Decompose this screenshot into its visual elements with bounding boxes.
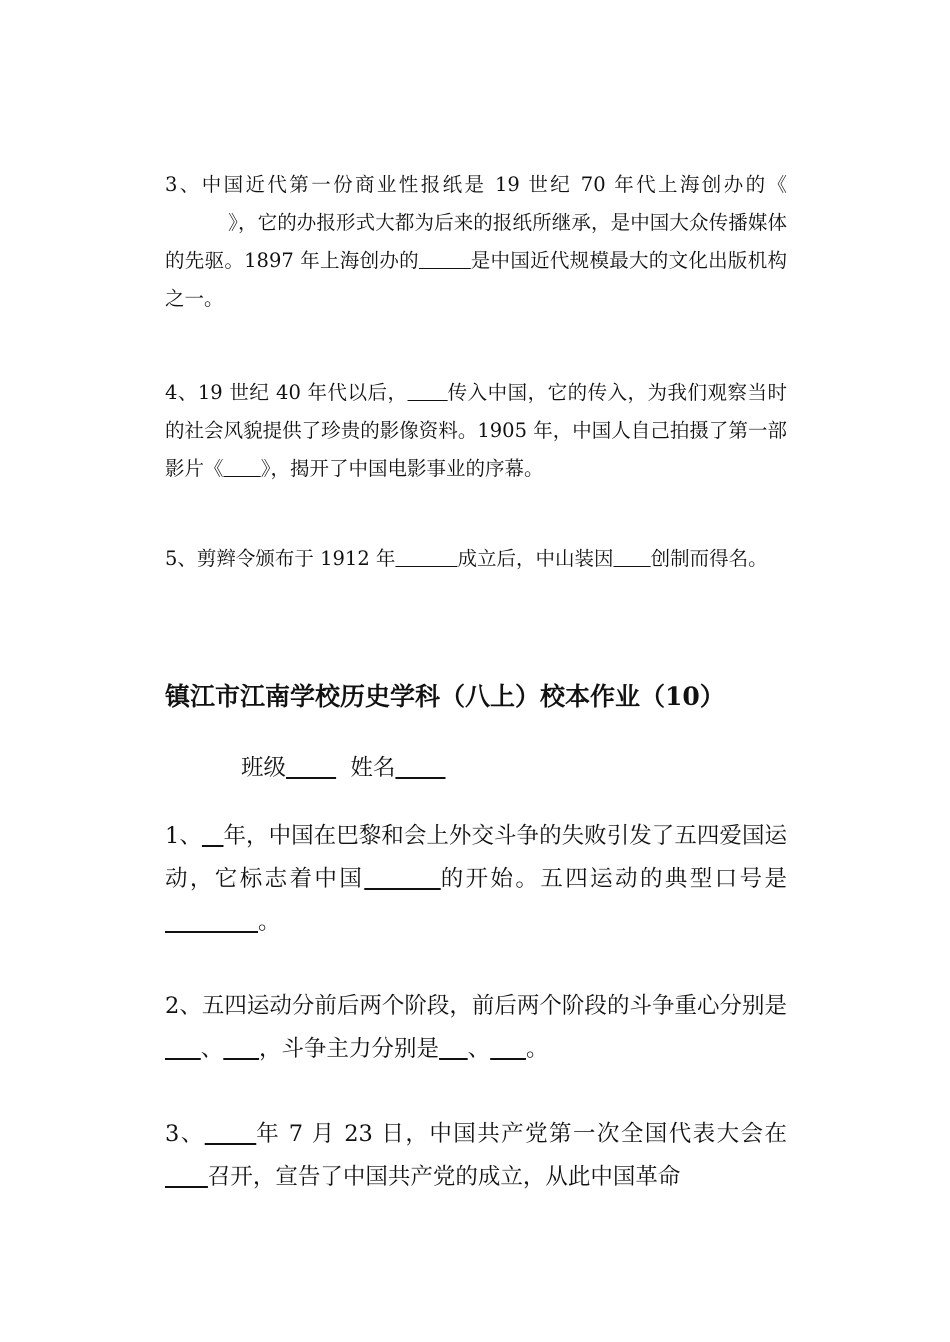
q3-text-3: 是中国近代规模最大的文化出版机构之一。 (165, 249, 787, 310)
s2q1-text-3: 的开始。五四运动的典型口号是 (440, 866, 787, 892)
q3-blank-1 (165, 211, 228, 234)
s2q2-blank-1 (165, 1036, 201, 1062)
question-4-prior (165, 374, 787, 488)
s2q1-text-4: 。 (257, 909, 281, 935)
s2q3-text-1: 3、 (165, 1121, 205, 1147)
q4-blank-1 (408, 381, 448, 404)
q3-blank-2 (419, 249, 471, 272)
s2q2-text-4: 、 (467, 1036, 491, 1062)
class-label: 班级 (241, 755, 287, 781)
class-blank (286, 755, 336, 781)
q4-text-3: 》，揭开了中国电影事业的序幕。 (260, 457, 544, 480)
q5-text-1: 5、剪辫令颁布于 1912 年 (165, 547, 396, 570)
q4-blank-2 (224, 457, 261, 480)
s2q1-blank-1 (202, 823, 224, 849)
s2q3-blank-1 (205, 1121, 257, 1147)
s2q1-blank-3 (165, 909, 258, 935)
s2q2-blank-2 (223, 1036, 259, 1062)
q5-blank-2 (613, 547, 650, 570)
s2q2-text-3: ，斗争主力分别是 (259, 1036, 440, 1062)
q3-text-2: 》，它的办报形式大都为后来的报纸所继承，是中国大众传播媒体的先驱。1897 年上海创办的 (165, 211, 787, 272)
s2q3-text-3: 召开，宣告了中国共产党的成立，从此中国革命 (207, 1164, 681, 1190)
q5-blank-1 (395, 547, 457, 570)
name-label: 姓名 (350, 755, 396, 781)
question-2 (165, 985, 787, 1071)
label-gap (336, 755, 350, 781)
s2q2-blank-3 (439, 1036, 468, 1062)
s2q2-text-1: 2、五四运动分前后两个阶段，前后两个阶段的斗争重心分别是 (165, 993, 787, 1019)
s2q2-blank-4 (490, 1036, 526, 1062)
s2q1-blank-2 (364, 866, 440, 892)
question-3 (165, 1113, 787, 1199)
q5-text-2: 成立后，中山装因 (457, 547, 614, 570)
question-1 (165, 815, 787, 944)
s2q2-text-2: 、 (200, 1036, 224, 1062)
q4-text-1: 4、19 世纪 40 年代以后， (165, 381, 408, 404)
q4-text-2: 传入中国，它的传入，为我们观察当时的社会风貌提供了珍贵的影像资料。1905 年，中国人自己拍摄了第一部影片《 (165, 381, 787, 480)
q5-text-3: 创制而得名。 (650, 547, 768, 570)
class-name-line (241, 747, 446, 790)
s2q1-text-2: 年，中国在巴黎和会上外交斗争的失败引发了五四爱国运动，它标志着中国 (165, 823, 787, 892)
s2q3-blank-2 (165, 1164, 208, 1190)
question-3-prior (165, 166, 787, 318)
question-5-prior (165, 540, 787, 578)
worksheet-title: 镇江市江南学校历史学科（八上）校本作业（10） (165, 682, 725, 711)
name-blank (395, 755, 445, 781)
q3-text-1: 3、中国近代第一份商业性报纸是 19 世纪 70 年代上海创办的《 (165, 173, 787, 196)
s2q3-text-2: 年 7 月 23 日，中国共产党第一次全国代表大会在 (256, 1121, 787, 1147)
s2q1-text-1: 1、 (165, 823, 202, 849)
s2q2-text-5: 。 (525, 1036, 549, 1062)
